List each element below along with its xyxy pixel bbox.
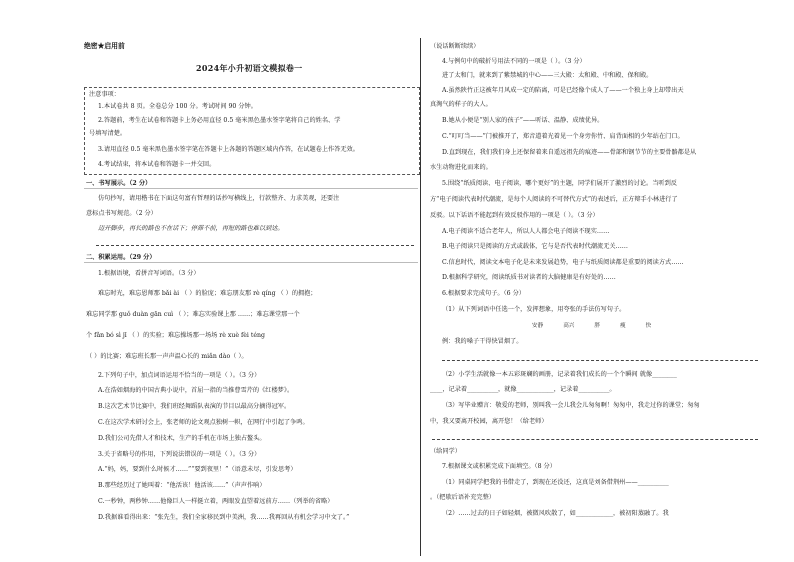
q4-option: 真淘气的样子的大人。 <box>430 101 492 108</box>
q2-option: D.我们公司先借人才和技术，生产的手机在市场上独占鳌头。 <box>98 435 266 442</box>
q5-option: B.电子阅读只是阅读的方式或载体，它与是否代表时代潮流无关…… <box>442 243 628 250</box>
q6-word: 高兴 <box>563 323 575 329</box>
q4-option: B.她从小便是“别人家的孩子”——听话、温静、成绩优异。 <box>442 117 604 124</box>
secret-label: 绝密★启用前 <box>84 42 125 50</box>
q6-word: 快 <box>645 323 652 329</box>
q2-option: C.在这次学术研讨会上，张老师的论文观点独树一帜，在网行中引起了争鸣。 <box>98 419 309 426</box>
q6-part1: （1）从下列词语中任选一个，发挥想象，用夸张的手法仿写句子。 <box>442 306 626 313</box>
q3-stem: 3.关于省略号的作用，下列说法错误的一项是（ ）。（3 分） <box>98 451 261 458</box>
q6-part2: （2）小学生活就像一本五彩斑斓的画册，记录着我们成长的一个个瞬间 就像________ <box>442 371 677 378</box>
q4-option: D.直到现在，我们我们身上还保留着来自遥远祖先的痕迹——骨部和钢节节的主要骨骼都是从 <box>442 149 697 156</box>
column-divider <box>420 38 421 556</box>
answer-line <box>442 360 758 361</box>
q6-example: 例：我的嗓子干得快冒烟了。 <box>442 338 523 345</box>
q2-stem: 2.下列句子中，加点词语运用不恰当的一项是（ ）。（3 分） <box>98 372 261 379</box>
q7-part2: （2）……过去的日子如轻烟，被微风吹散了，如____________，被初阳蒸融了。我 <box>442 510 669 517</box>
section1-heading: 一、书写展示。（2 分） <box>86 180 152 187</box>
q1-line: 难忘同学那 guǒ duàn gān cuì （ ）；难忘实验课上那 ……；难忘课堂那一个 <box>86 311 300 318</box>
q3-option: C.一秒钟，两秒钟……他像巨人一样挺立着，两眼发直望着远前方……（列举的省略） <box>98 498 334 505</box>
q2-option: A.在浩如烟海的中国古典小说中，首屈一指的当推曹雪芹的《红楼梦》。 <box>98 387 294 394</box>
notice-heading: 注意事项： <box>89 91 120 98</box>
section1-line: 意标点书写规范。（2 分） <box>86 210 157 217</box>
page-title: 2024年小升初语文模拟卷一 <box>196 63 303 73</box>
q5-stem: 5.围绕“纸质阅读、电子阅读，哪个更好”的主题，同学们展开了激烈的讨论。当听到反 <box>442 180 677 187</box>
q1-line: 个 fǎn bó sì jī （ ）的实验；难忘操场那一场场 rè xuè fèi téng <box>86 332 265 339</box>
section1-sample: 迈开脚步，再长的路也不在话下；停滞不前，再短的路也难以到达。 <box>98 225 284 232</box>
q4-stem: 4.与例句中的破折号用法不同的一项是（ ）。（3 分） <box>442 58 586 65</box>
section-rule <box>84 262 418 263</box>
q5-option: D.根据科学研究，阅读纸质书对读者的大脑健康是有好处的…… <box>442 274 616 281</box>
answer-line <box>432 439 758 440</box>
q5-line: 方“电子阅读代表时代潮流，是每个人阅读的不可替代方式”的表述后，正方辩手小林进行了 <box>430 196 678 203</box>
q1-line: 难忘时光，难忘恩师那 bǎi ài （ ）的脸庞；难忘朋友那 rè qíng （ ）的拥抱； <box>98 290 317 297</box>
q6-part2: ____，记录着__________，就像____________，记录着__________。 <box>430 386 616 393</box>
q4-option: A.虽然陕竹正这被年月风成一定的陷离，可是已经像个成人了——一个独上身上却带出天 <box>442 87 684 94</box>
section-rule <box>84 188 418 189</box>
section1-line: 仿句抄写，请用楷书在下面这句富有哲理的话抄写横线上，行款整齐、力求美观，还要注 <box>98 195 340 202</box>
q6-word-list <box>532 323 671 329</box>
q3-option: B.那些经历过了她叫着：“他活该！他活该……”（声声作响） <box>98 482 266 489</box>
q3-option: D.我据谁看得出来：“张先生，我们全家移民到中美洲，我……我再回从有机会学习中文了。” <box>98 514 350 521</box>
q7-part1: 。（把歇后语补充完整） <box>430 494 495 501</box>
q2-option: B.这次艺术节比赛中，我们班经舞蹈队表演的节目以最高分摘得冠军。 <box>98 403 291 410</box>
continuation-note: （说话断断续续） <box>430 43 480 50</box>
q3-option: A.“妈，妈，要到什么时候才……”“要到夜里！”（语意未尽，引发思考） <box>98 466 297 473</box>
notice-item: 3.请用直径 0.5 毫米黑色墨水签字笔在答题卡上各题的答题区域内作答，在试题卷上作答无效。 <box>98 146 359 153</box>
q6-word: 安静 <box>532 323 544 329</box>
q6-part3-note: （给同学） <box>430 448 461 455</box>
notice-item: 2.答题前，考生在试卷和答题卡上务必用直径 0.5 毫米黑色墨水签字笔将自己的姓名、学 <box>98 117 341 124</box>
q5-option: A.电子阅读不适合老年人，所以人人都会电子阅读不现实…… <box>442 228 610 235</box>
writing-line <box>96 245 414 246</box>
q6-part3: 中，我又要离开校园，离开您！（给老师） <box>430 418 548 425</box>
q4-option: 水生动物进化而来的。 <box>430 164 492 171</box>
section2-heading: 二、积累运用。（29 分） <box>86 254 156 261</box>
q1-line: （ ）的比赛；难忘班长那一声声温心长的 miǎn dào（ ）。 <box>86 353 248 360</box>
q4-example: 进了太和门，就来到了紫禁城的中心——三大殿：太和殿、中和殿、保和殿。 <box>442 72 653 79</box>
notice-item: 1.本试卷共 8 页。全卷总分 100 分。考试时间 90 分钟。 <box>98 103 257 110</box>
q7-stem: 7.根据课文或积累完成下面填空。（8 分） <box>442 463 556 470</box>
q5-line: 反驳。以下话语不能起到有效反驳作用的一项是（ ）。（3 分） <box>430 212 599 219</box>
notice-item: 号填写清楚。 <box>89 130 127 137</box>
q6-stem: 6.根据要求完成句子。（6 分） <box>442 290 525 297</box>
notice-item: 4.考试结束，将本试卷和答题卡一并交回。 <box>98 161 216 168</box>
q6-word: 瘦 <box>620 323 626 329</box>
q6-word: 胖 <box>594 323 601 329</box>
q5-option: C.信息时代，阅读文本电子化是未来发展趋势，电子与纸质阅读都是重要的阅读方式…… <box>442 259 684 266</box>
q1-stem: 1.根据语境，看拼音写词语。（3 分） <box>98 270 200 277</box>
q4-option: C.“叮叮当——”门被推开了，郑音道着光着见一个身旁你竹、肩背面相的少年站在门口。 <box>442 133 684 140</box>
q7-part1: （1）同桌同学把我的书借走了，到现在还没还，这真是刘备借荆州——__________ <box>442 479 669 486</box>
q6-part3: （3）写毕业赠言：敬爱的老师，别叫我一会儿我会儿匆匆啊！匆匆中，我走过你的课堂；匆匆 <box>442 402 700 409</box>
